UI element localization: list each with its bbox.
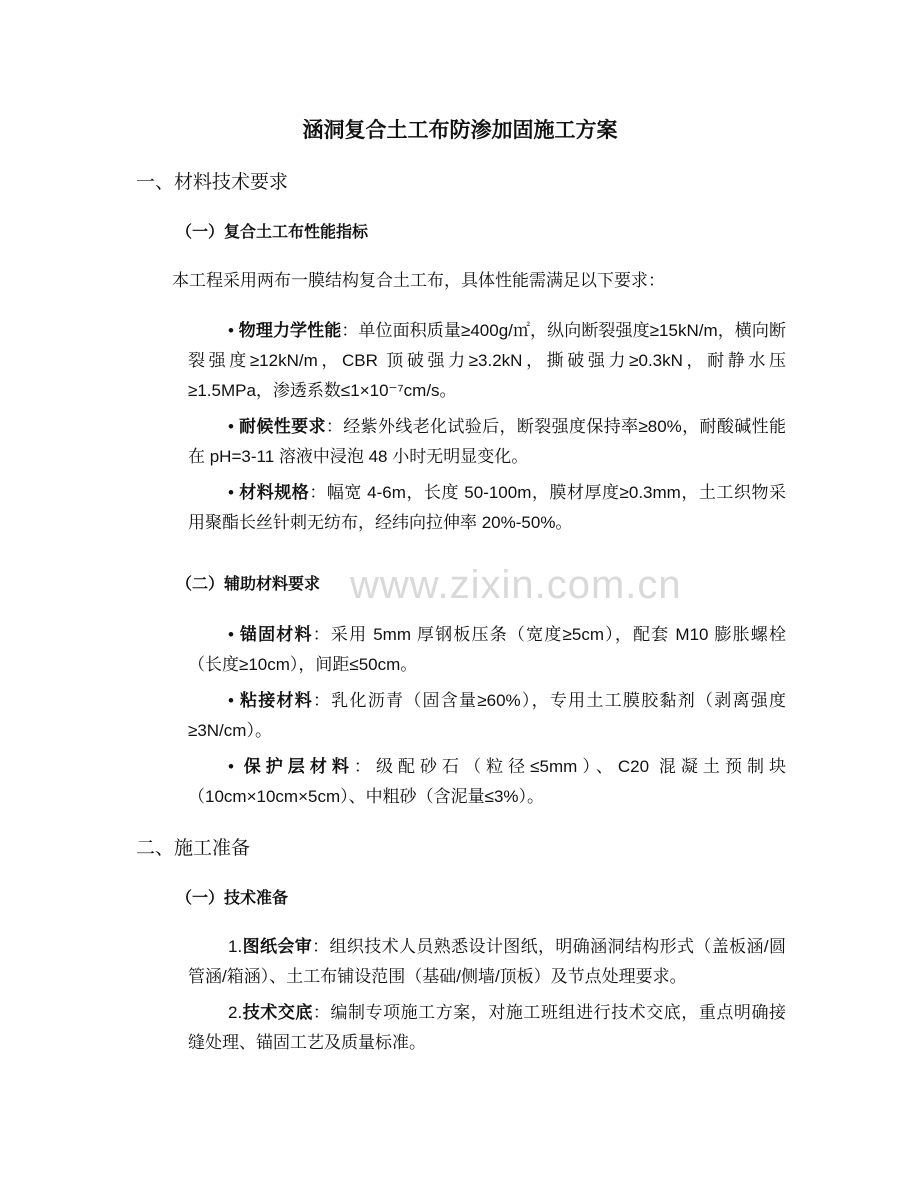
numbered-item (188, 998, 786, 1058)
item-text: ：单位面积质量≥400g/㎡，纵向断裂强度≥15kN/m，横向断裂强度≥12kN/m，CBR 顶破强力≥3.2kN，撕破强力≥0.3kN，耐静水压≥1.5MPa，渗透系数≤1×10⁻⁷cm/s。 (188, 321, 786, 400)
item-text: ：乳化沥青（固含量≥60%），专用土工膜胶黏剂（剥离强度≥3N/cm）。 (188, 691, 786, 740)
subsection-heading-row (176, 560, 920, 610)
item-label: 物理力学性能 (238, 321, 342, 340)
item-number: 1. (228, 937, 243, 956)
list-item: • 粘接材料：乳化沥青（固含量≥60%），专用土工膜胶黏剂（剥离强度≥3N/cm）。 (188, 691, 786, 740)
subsection-heading: （一）技术准备 (176, 890, 289, 907)
item-label: 锚固材料 (239, 625, 313, 644)
list (0, 620, 920, 812)
item-text: ：编制专项施工方案，对施工班组进行技术交底，重点明确接缝处理、锚固工艺及质量标准。 (188, 1003, 787, 1052)
item-label: 保护层材料 (243, 757, 354, 776)
list-item: • 锚固材料：采用 5mm 厚钢板压条（宽度≥5cm），配套 M10 膨胀螺栓（长度≥10cm），间距≤50cm。 (188, 625, 787, 674)
intro-paragraph: 本工程采用两布一膜结构复合土工布，具体性能需满足以下要求： (172, 271, 665, 290)
list-item: • 物理力学性能：单位面积质量≥400g/㎡，纵向断裂强度≥15kN/m，横向断裂强度≥12kN/m，CBR 顶破强力≥3.2kN，撕破强力≥0.3kN，耐静水压≥1.5MPa，渗透系数≤1×10⁻⁷cm/s。 (188, 321, 786, 400)
document-title: 涵洞复合土工布防渗加固施工方案 (302, 119, 618, 142)
subsection-heading: （二）辅助材料要求 (176, 576, 321, 593)
list (0, 316, 920, 538)
item-text: ：经紫外线老化试验后，断裂强度保持率≥80%，耐酸碱性能在 pH=3-11 溶液中浸泡 48 小时无明显变化。 (188, 417, 786, 466)
item-text: ：级配砂石（粒径≤5mm）、C20 混凝土预制块（10cm×10cm×5cm）、中粗砂（含泥量≤3%）。 (188, 757, 787, 806)
item-text: ：组织技术人员熟悉设计图纸，明确涵洞结构形式（盖板涵/圆管涵/箱涵）、土工布铺设范围（基础/侧墙/顶板）及节点处理要求。 (188, 937, 786, 986)
subsection-heading: （一）复合土工布性能指标 (176, 224, 369, 241)
list-item: • 材料规格：幅宽 4-6m，长度 50-100m，膜材厚度≥0.3mm，土工织物采用聚酯长丝针刺无纺布，经纬向拉伸率 20%-50%。 (188, 483, 787, 532)
item-number: 2. (228, 1003, 243, 1022)
item-text: ：采用 5mm 厚钢板压条（宽度≥5cm），配套 M10 膨胀螺栓（长度≥10cm），间距≤50cm。 (188, 625, 787, 674)
section-heading: 二、施工准备 (136, 838, 251, 859)
watermark: www.zixin.com.cn (350, 563, 682, 607)
numbered-item (188, 932, 786, 992)
section-heading: 一、材料技术要求 (136, 172, 289, 193)
item-text: ：幅宽 4-6m，长度 50-100m，膜材厚度≥0.3mm，土工织物采用聚酯长丝针刺无纺布，经纬向拉伸率 20%-50%。 (188, 483, 787, 532)
list-item: • 耐候性要求：经紫外线老化试验后，断裂强度保持率≥80%，耐酸碱性能在 pH=3-11 溶液中浸泡 48 小时无明显变化。 (188, 417, 786, 466)
list-item: • 保护层材料：级配砂石（粒径≤5mm）、C20 混凝土预制块（10cm×10cm×5cm）、中粗砂（含泥量≤3%）。 (188, 757, 787, 806)
item-label: 技术交底 (242, 1003, 313, 1022)
item-label: 耐候性要求 (239, 417, 326, 436)
numbered-list (0, 932, 920, 1058)
item-label: 材料规格 (239, 483, 310, 502)
item-label: 粘接材料 (239, 691, 313, 710)
item-label: 图纸会审 (242, 937, 313, 956)
